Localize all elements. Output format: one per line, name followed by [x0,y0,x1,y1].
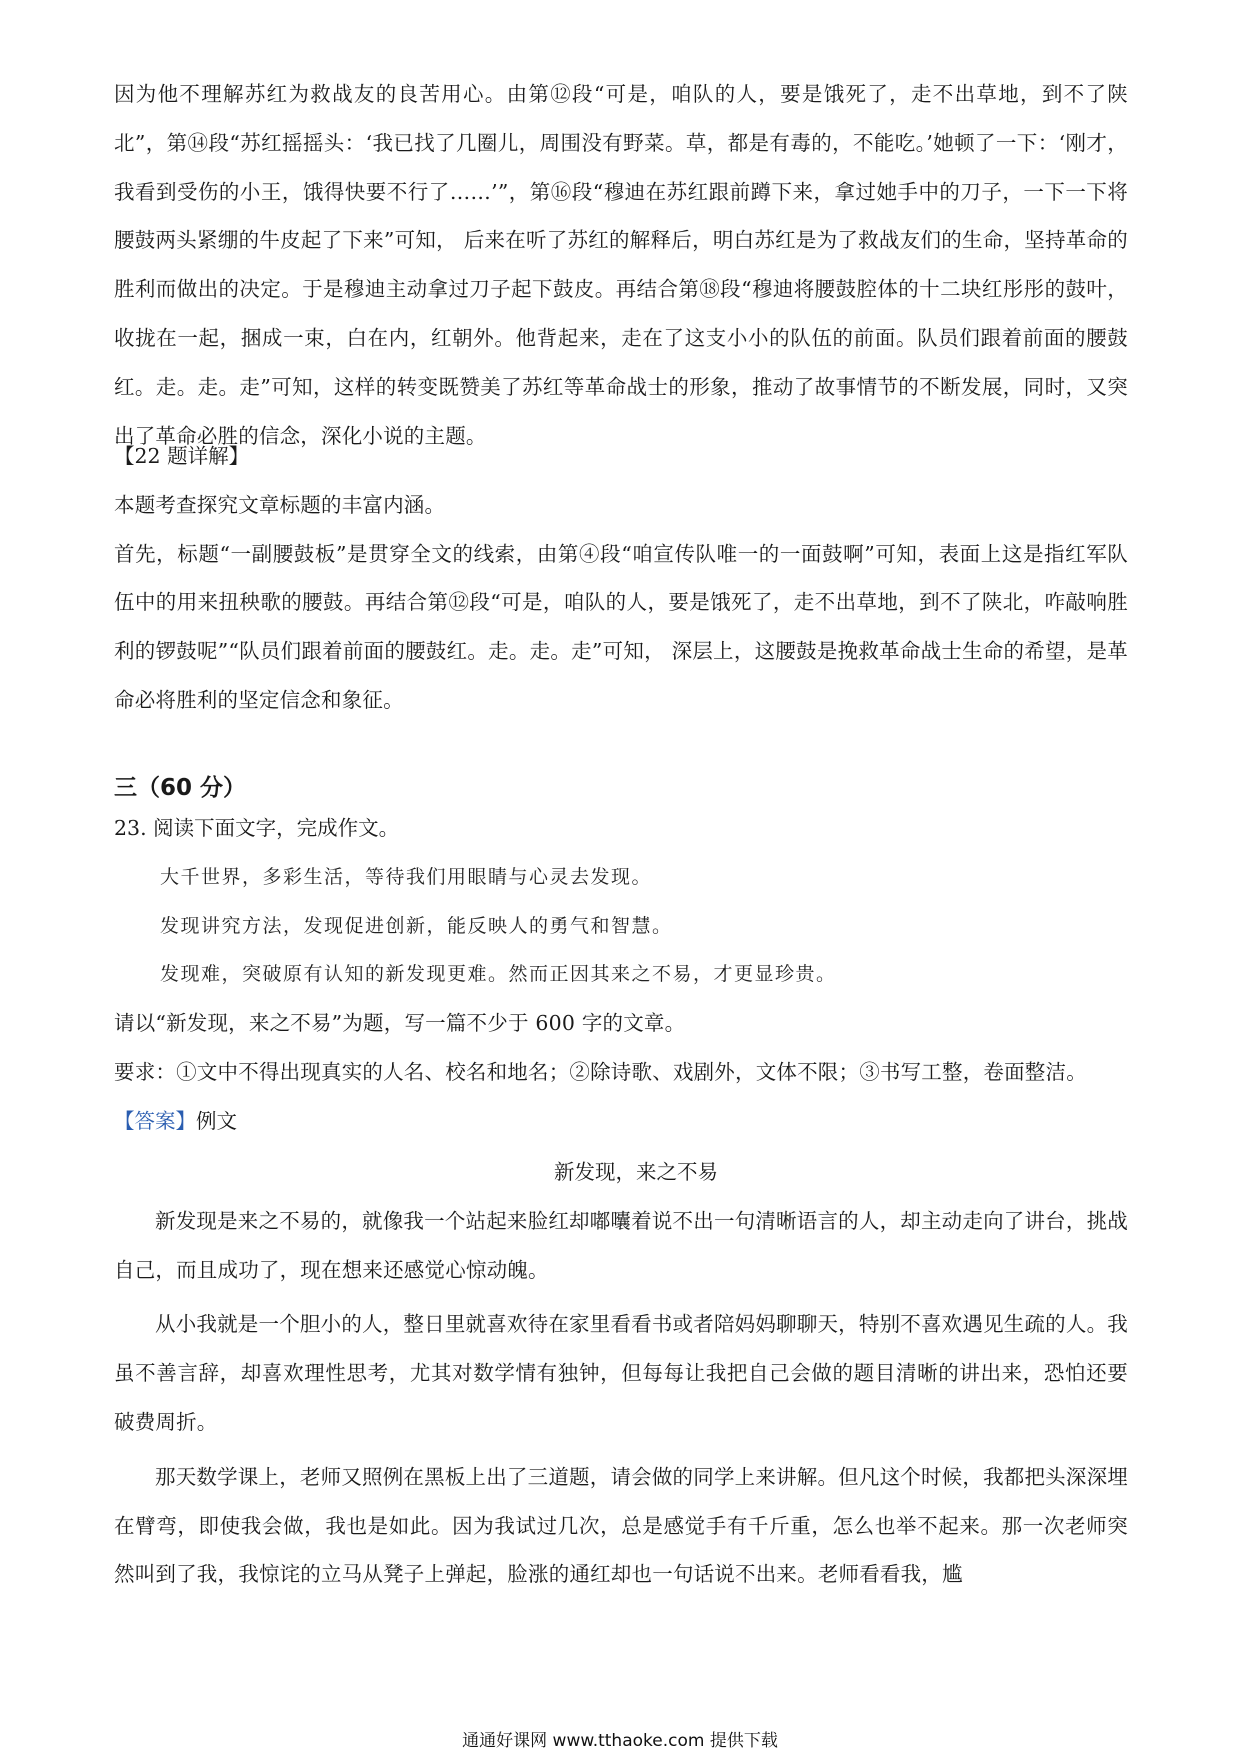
prompt-line: 大千世界，多彩生活，等待我们用眼睛与心灵去发现。 [160,865,653,888]
essay-title: 新发现，来之不易 [554,1160,718,1184]
essay-block [114,1148,1128,1599]
question-22-body: 首先，标题“一副腰鼓板”是贯穿全文的线索，由第④段“咱宣传队唯一的一面鼓啊”可知，表面上这是指红军队伍中的用来扭秧歌的腰鼓。再结合第⑫段“可是，咱队的人，要是饿死了，走不出草地，到不了陕北，咋敲响胜利的锣鼓呢”“队员们跟着前面的腰鼓红。走。走。走”可知， 深层上，这腰鼓是挽救革命战士生命的希望，是革命必将胜利的坚定信念和象征。 [114,541,1128,712]
essay-paragraph: 新发现是来之不易的，就像我一个站起来脸红却嘟囔着说不出一句清晰语言的人，却主动走向了讲台，挑战自己，而且成功了，现在想来还感觉心惊动魄。 [114,1208,1128,1282]
section-heading: 三（60 分） [114,775,247,801]
analysis-paragraph: 因为他不理解苏红为救战友的良苦用心。由第⑫段“可是，咱队的人，要是饿死了，走不出草地，到不了陕北”，第⑭段“苏红摇摇头：‘我已找了几圈儿，周围没有野菜。草，都是有毒的，不能吃。’她顿了一下：‘刚才，我看到受伤的小王，饿得快要不行了……’”，第⑯段“穆迪在苏红跟前蹲下来，拿过她手中的刀子，一下一下将腰鼓两头紧绷的牛皮起了下来”可知， 后来在听了苏红的解释后，明白苏红是为了救战友们的生命，坚持革命的胜利而做出的决定。于是穆迪主动拿过刀子起下鼓皮。再结合第⑱段“穆迪将腰鼓腔体的十二块红彤彤的鼓叶，收拢在一起，捆成一束，白在内，红朝外。他背起来，走在了这支小小的队伍的前面。队员们跟着前面的腰鼓红。走。走。走”可知，这样的转变既赞美了苏红等革命战士的形象，推动了故事情节的不断发展，同时，又突出了革命必胜的信念，深化小说的主题。 [114,82,1128,448]
prompt-line: 发现难，突破原有认知的新发现更难。然而正因其来之不易，才更显珍贵。 [160,963,837,986]
question-22-intro: 本题考查探究文章标题的丰富内涵。 [114,492,446,517]
question-22-block [114,432,1128,725]
section-3-block [114,768,1128,1146]
writing-task: 请以“新发现，来之不易”为题，写一篇不少于 600 字的文章。 [114,1011,686,1036]
answer-label-row [114,1097,1128,1146]
answer-suffix: 例文 [196,1108,237,1133]
page-footer: 通通好课网 www.tthaoke.com 提供下载 [462,1731,778,1751]
essay-paragraph: 从小我就是一个胆小的人，整日里就喜欢待在家里看看书或者陪妈妈聊聊天，特别不喜欢遇见生疏的人。我虽不善言辞，却喜欢理性思考，尤其对数学情有独钟，但每每让我把自己会做的题目清晰的讲出来，恐怕还要破费周折。 [114,1312,1128,1434]
question-23: 23. 阅读下面文字，完成作文。 [114,816,400,840]
analysis-block [114,70,1128,460]
writing-requirements: 要求：①文中不得出现真实的人名、校名和地名；②除诗歌、戏剧外，文体不限；③书写工整，卷面整洁。 [114,1059,1087,1084]
answer-tag: 【答案】 [114,1108,196,1133]
essay-paragraph: 那天数学课上，老师又照例在黑板上出了三道题，请会做的同学上来讲解。但凡这个时候，我都把头深深埋在臂弯，即使我会做，我也是如此。因为我试过几次，总是感觉手有千斤重，怎么也举不起来。那一次老师突然叫到了我，我惊诧的立马从凳子上弹起，脸涨的通红却也一句话说不出来。老师看看我，尴 [114,1464,1128,1587]
prompt-line: 发现讲究方法，发现促进创新，能反映人的勇气和智慧。 [160,914,673,937]
question-22-label: 【22 题详解】 [114,444,250,468]
